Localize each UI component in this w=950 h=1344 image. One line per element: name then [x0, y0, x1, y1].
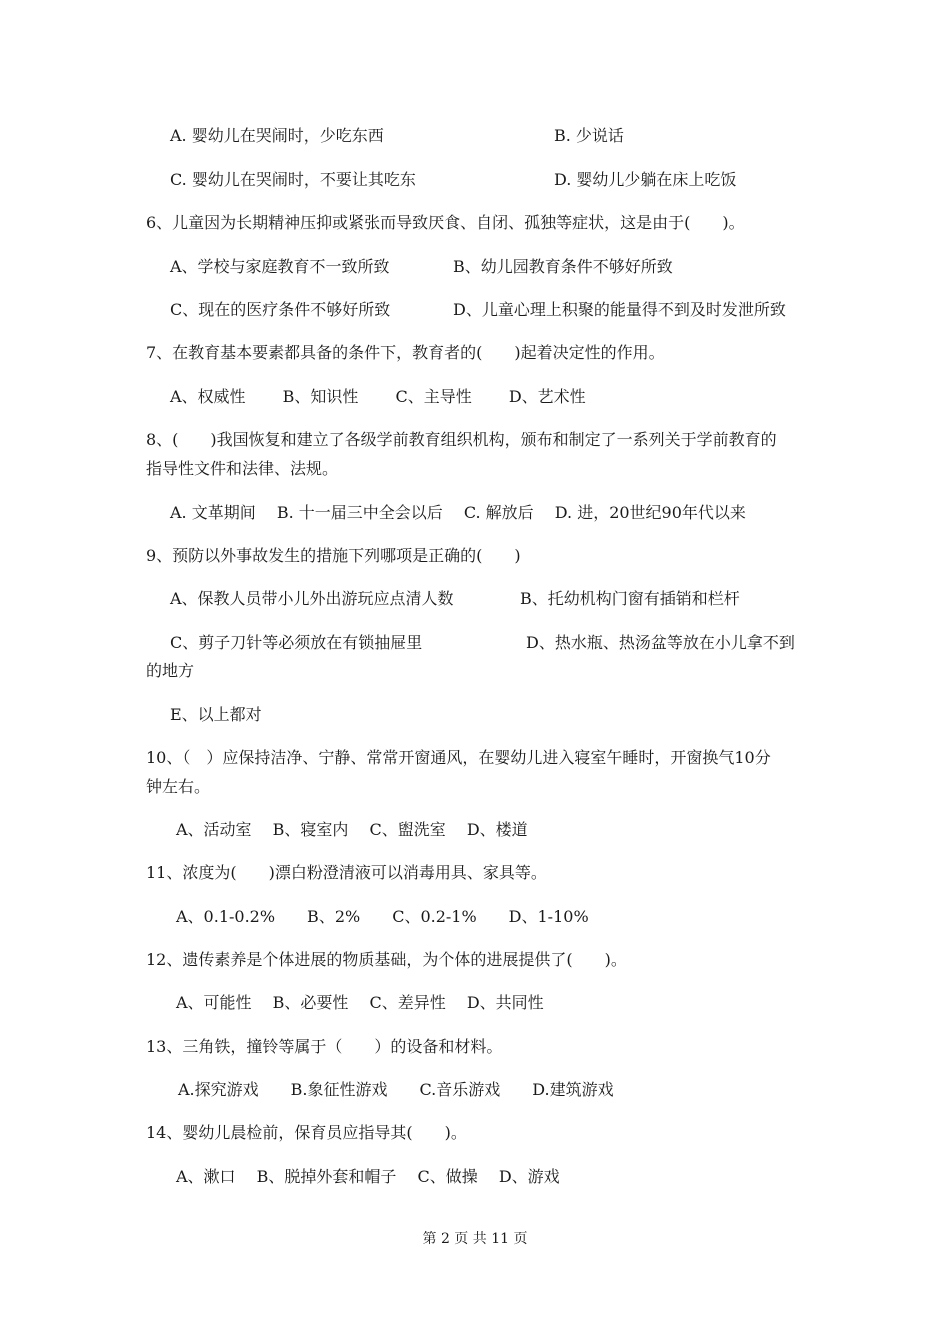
question-10-line-1: 10、（ ）应保持洁净、宁静、常常开窗通风，在婴幼儿进入寝室午睡时，开窗换气10分 [146, 748, 771, 767]
q9-option-e: E、以上都对 [170, 705, 262, 724]
question-10-line-2: 钟左右。 [146, 777, 211, 796]
q6-option-d: D、儿童心理上积聚的能量得不到及时发泄所致 [453, 300, 786, 319]
q6-option-c: C、现在的医疗条件不够好所致 [170, 300, 391, 319]
q8-options: A. 文革期间 B. 十一届三中全会以后 C. 解放后 D. 进，20世纪90年代以来 [170, 503, 746, 522]
q14-options: A、漱口 B、脱掉外套和帽子 C、做操 D、游戏 [176, 1167, 560, 1186]
q9-option-b: B、托幼机构门窗有插销和栏杆 [520, 589, 740, 608]
q12-options: A、可能性 B、必要性 C、差异性 D、共同性 [176, 993, 544, 1012]
question-12: 12、遗传素养是个体进展的物质基础，为个体的进展提供了( )。 [146, 950, 627, 969]
q6-option-a: A、学校与家庭教育不一致所致 [170, 257, 390, 276]
q11-options: A、0.1-0.2% B、2% C、0.2-1% D、1-10% [176, 907, 589, 926]
q13-options: A.探究游戏 B.象征性游戏 C.音乐游戏 D.建筑游戏 [178, 1080, 614, 1099]
q9-option-c: C、剪子刀针等必须放在有锁抽屉里 [170, 633, 423, 652]
q10-options: A、活动室 B、寝室内 C、盥洗室 D、楼道 [176, 820, 528, 839]
question-11: 11、浓度为( )漂白粉澄清液可以消毒用具、家具等。 [146, 863, 547, 882]
q9-option-d: D、热水瓶、热汤盆等放在小儿拿不到 [526, 633, 795, 652]
question-6: 6、儿童因为长期精神压抑或紧张而导致厌食、自闭、孤独等症状，这是由于( )。 [146, 213, 745, 232]
question-7: 7、在教育基本要素都具备的条件下，教育者的( )起着决定性的作用。 [146, 343, 665, 362]
page-number-footer: 第 2 页 共 11 页 [422, 1231, 528, 1247]
q5-option-b: B. 少说话 [554, 126, 624, 145]
q9-option-a: A、保教人员带小儿外出游玩应点清人数 [170, 589, 454, 608]
q5-option-c: C. 婴幼儿在哭闹时，不要让其吃东 [170, 170, 416, 189]
q6-option-b: B、幼儿园教育条件不够好所致 [453, 257, 673, 276]
question-14: 14、婴幼儿晨检前，保育员应指导其( )。 [146, 1123, 467, 1142]
q5-option-d: D. 婴幼儿少躺在床上吃饭 [554, 170, 737, 189]
question-9: 9、预防以外事故发生的措施下列哪项是正确的( ) [146, 546, 521, 565]
q7-options: A、权威性 B、知识性 C、主导性 D、艺术性 [170, 387, 586, 406]
q9-option-d-continued: 的地方 [146, 661, 195, 680]
question-8-line-2: 指导性文件和法律、法规。 [146, 459, 339, 478]
question-13: 13、三角铁，撞铃等属于（ ）的设备和材料。 [146, 1037, 503, 1056]
question-8-line-1: 8、( )我国恢复和建立了各级学前教育组织机构，颁布和制定了一系列关于学前教育的 [146, 430, 777, 449]
q5-option-a: A. 婴幼儿在哭闹时，少吃东西 [170, 126, 384, 145]
